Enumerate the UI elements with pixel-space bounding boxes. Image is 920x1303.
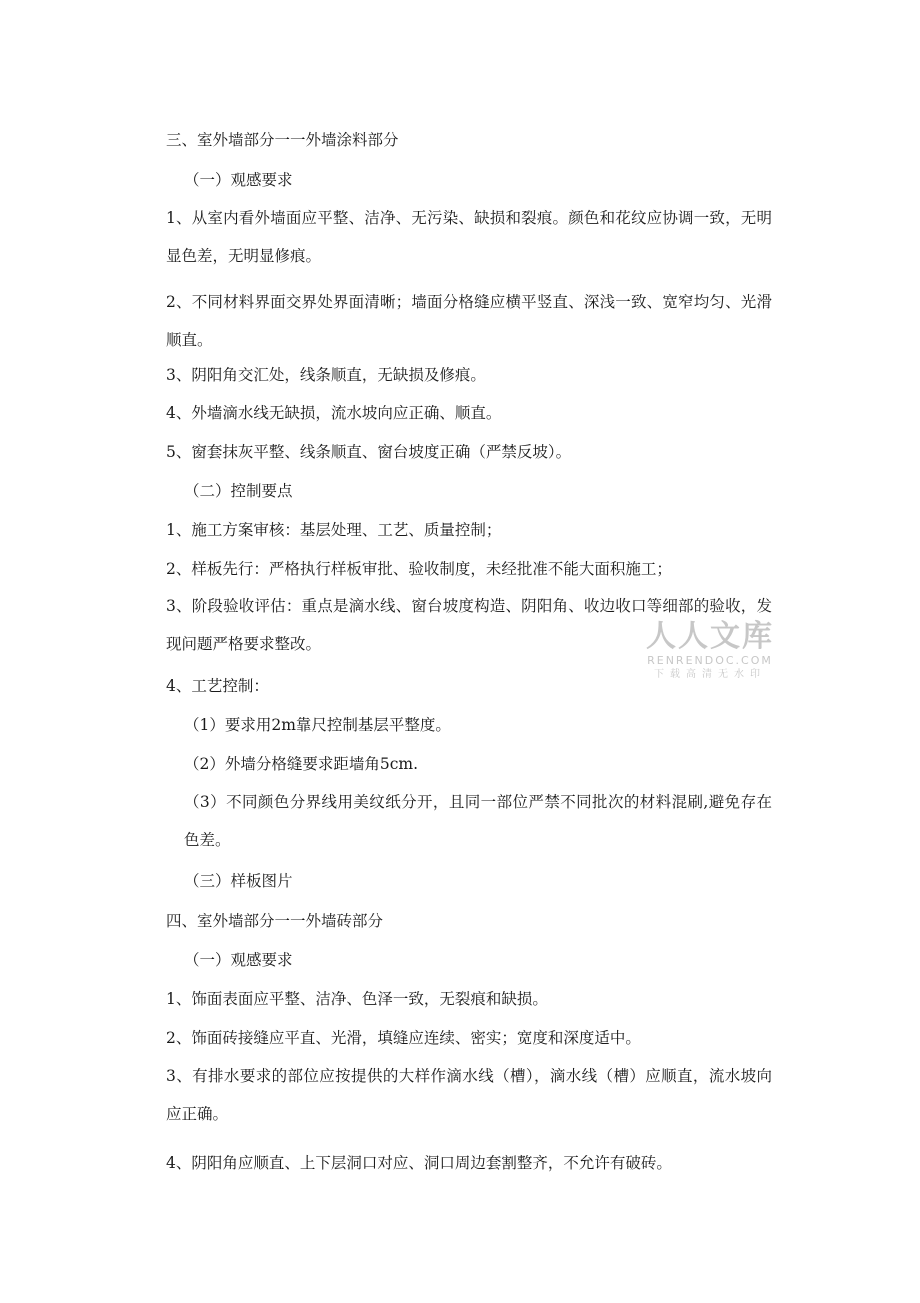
section-4-sub1-heading: （一）观感要求 — [184, 951, 293, 969]
section-3-sub1-item-4: 4、外墙滴水线无缺损，流水坡向应正确、顺直。 — [166, 404, 502, 422]
section-3-sub2-item-2: 2、样板先行：严格执行样板审批、验收制度，未经批准不能大面积施工； — [166, 560, 672, 578]
section-3-sub2-item-1: 1、施工方案审核：基层处理、工艺、质量控制； — [166, 521, 502, 539]
section-4-sub1-item-1: 1、饰面表面应平整、洁净、色泽一致，无裂痕和缺损。 — [166, 990, 548, 1008]
section-3-sub2-heading: （二）控制要点 — [184, 482, 293, 500]
section-3-sub1-item-2: 2、不同材料界面交界处界面清晰；墙面分格缝应横平竖直、深浅一致、宽窄均匀、光滑顺直。 — [166, 293, 772, 349]
section-3-sub2-subitem-1: （1）要求用2m靠尺控制基层平整度。 — [184, 716, 451, 734]
section-4-sub1-item-2: 2、饰面砖接缝应平直、光滑，填缝应连续、密实；宽度和深度适中。 — [166, 1029, 641, 1047]
section-3-sub1-item-1: 1、从室内看外墙面应平整、洁净、无污染、缺损和裂痕。颜色和花纹应协调一致，无明显色差，无明显修痕。 — [166, 209, 772, 265]
section-3-title: 三、室外墙部分一一外墙涂料部分 — [166, 131, 399, 149]
section-4-title: 四、室外墙部分一一外墙砖部分 — [166, 912, 384, 930]
section-3-sub1-item-5: 5、窗套抹灰平整、线条顺直、窗台坡度正确（严禁反坡）。 — [166, 443, 572, 461]
watermark-title: 人人文库 — [646, 619, 774, 654]
section-3-sub2-subitem-3 — [184, 783, 772, 859]
section-3-sub2-item-3: 3、阶段验收评估：重点是滴水线、窗台坡度构造、阴阳角、收边收口等细部的验收，发现问题严格要求整改。 — [166, 597, 772, 653]
section-3-sub2-subitem-2: （2）外墙分格缝要求距墙角5cm. — [184, 755, 419, 773]
section-3-sub3-heading: （三）样板图片 — [184, 872, 293, 890]
section-4-sub1-item-4: 4、阴阳角应顺直、上下层洞口对应、洞口周边套割整齐，不允许有破砖。 — [166, 1154, 672, 1172]
section-3-sub1-heading: （一）观感要求 — [184, 171, 293, 189]
section-3-sub1-item-3: 3、阴阳角交汇处，线条顺直，无缺损及修痕。 — [166, 366, 486, 384]
watermark-domain: RENRENDOC.COM — [647, 654, 773, 667]
section-4-sub1-item-3: 3、有排水要求的部位应按提供的大样作滴水线（槽），滴水线（槽）应顺直，流水坡向应正确。 — [166, 1067, 772, 1123]
subitem-3-text: （3）不同颜色分界线用美纹纸分开，且同一部位严禁不同批次的材料混刷,避免存在色差。 — [184, 793, 772, 849]
watermark — [640, 620, 780, 682]
section-3-sub2-item-4: 4、工艺控制： — [166, 677, 269, 695]
watermark-slogan: 下载高清无水印 — [654, 669, 766, 680]
